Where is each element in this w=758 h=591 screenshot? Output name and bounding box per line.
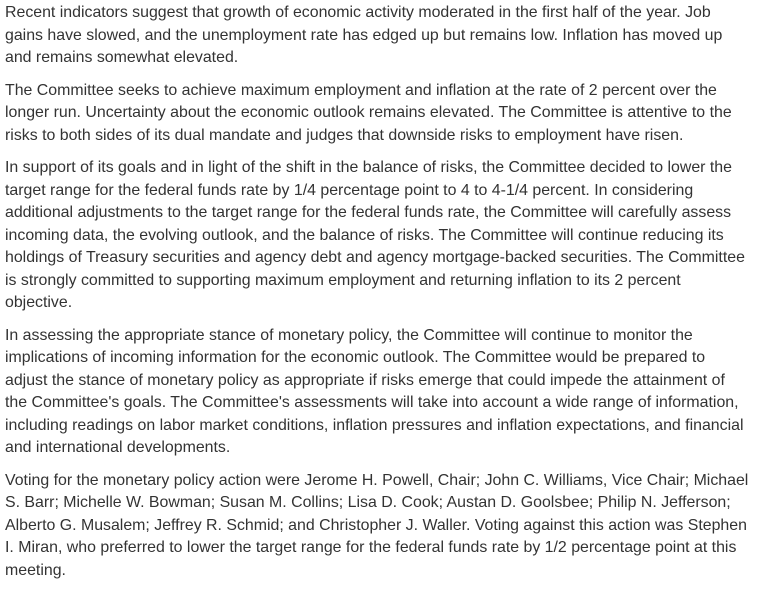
paragraph-committee-goals: The Committee seeks to achieve maximum employment and inflation at the rate of 2 percent over the longer run. Uncertainty about the economic outlook remains elevated. The Committee is attentive to the risks to both sides of its dual mandate and judges that downside risks to employment have risen. — [5, 81, 732, 144]
paragraph-policy-decision: In support of its goals and in light of the shift in the balance of risks, the Committee decided to lower the target range for the federal funds rate by 1/4 percentage point to 4 to 4-1/4 percent. In considering additional adjustments to the target range for the federal funds rate, the Committee will carefully assess incoming data, the evolving outlook, and the balance of risks. The Committee will continue reducing its holdings of Treasury securities and agency debt and agency mortgage-backed securities. The Committee is strongly committed to supporting maximum employment and returning inflation to its 2 percent objective. — [5, 159, 745, 311]
paragraph-economic-activity: Recent indicators suggest that growth of economic activity moderated in the first half of the year. Job gains have slowed, and the unemployment rate has edged up but remains low. Inflation has moved up and remains somewhat elevated. — [5, 4, 723, 66]
paragraph-policy-stance: In assessing the appropriate stance of monetary policy, the Committee will continue to monitor the implications of incoming information for the economic outlook. The Committee would be prepared to adjust the stance of monetary policy as appropriate if risks emerge that could impede the attainment of the Committee's goals. The Committee's assessments will take into account a wide range of information, including readings on labor market conditions, inflation pressures and inflation expectations, and financial and international developments. — [5, 326, 744, 456]
paragraph-voting: Voting for the monetary policy action were Jerome H. Powell, Chair; John C. Williams, Vice Chair; Michael S. Barr; Michelle W. Bowman; Susan M. Collins; Lisa D. Cook; Austan D. Goolsbee; Philip N. Jefferson; Alberto G. Musalem; Jeffrey R. Schmid; and Christopher J. Waller. Voting against this action was Stephen I. Miran, who preferred to lower the target range for the federal funds rate by 1/2 percentage point at this meeting. — [5, 471, 749, 579]
